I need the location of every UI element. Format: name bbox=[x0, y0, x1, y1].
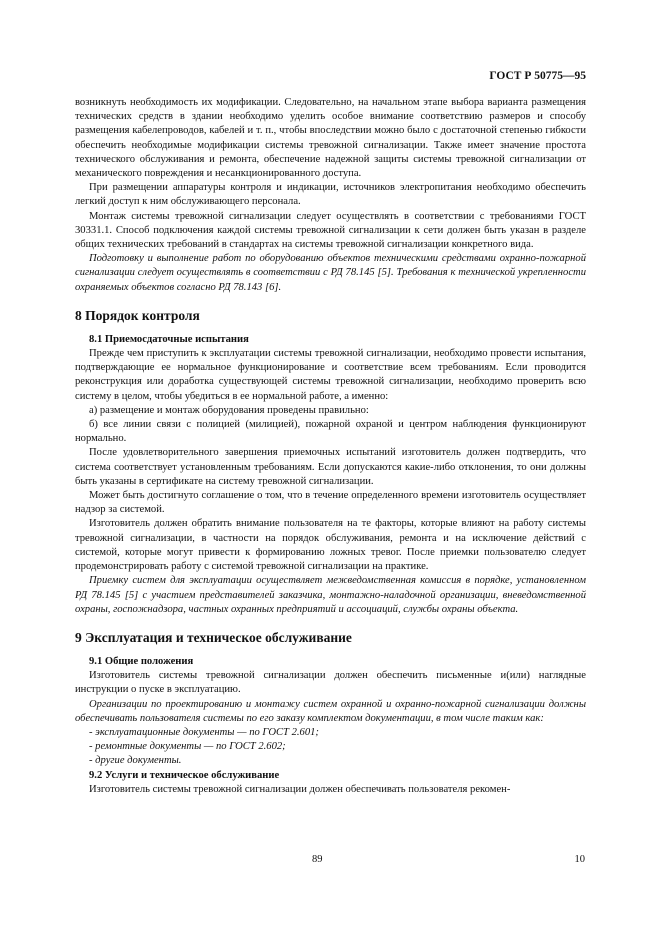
document-body bbox=[75, 96, 586, 797]
section-heading-8: 8 Порядок контроля bbox=[75, 307, 200, 323]
list-item: - эксплуатационные документы — по ГОСТ 2.601; bbox=[89, 726, 319, 738]
body-paragraph: При размещении аппаратуры контроля и индикации, источников электропитания необходимо обеспечить легкий доступ к ним обслуживающего персонала. bbox=[75, 182, 586, 208]
page-number: 89 bbox=[312, 854, 323, 865]
list-item: а) размещение и монтаж оборудования проведены правильно: bbox=[89, 404, 369, 416]
italic-note: Приемку систем для эксплуатации осуществляет межведомственная комиссия в порядке, установленном РД 78.145 [5] с участием представителей заказчика, монтажно-наладочной организации, вневедомственной охраны, госпожнадзора, частных охранных предприятий и ассоциаций, службы охраны объекта. bbox=[75, 575, 586, 615]
list-item: б) все линии связи с полицией (милицией), пожарной охраной и центром наблюдения функционируют нормально. bbox=[75, 419, 586, 445]
body-paragraph: Может быть достигнуто соглашение о том, что в течение определенного времени изготовитель осуществляет надзор за системой. bbox=[75, 490, 586, 516]
body-paragraph: Прежде чем приступить к эксплуатации системы тревожной сигнализации, необходимо провести испытания, подтверждающие ее нормальное функционирование и соответствие всем требованиям. Если проводится реконструкция или доработка существующей системы тревожной сигнализации, необходимо проверить всю систему в целом, чтобы убедиться в ее нормальной работе, а именно: bbox=[75, 348, 586, 402]
subsection-heading-9-1: 9.1 Общие положения bbox=[89, 655, 194, 667]
italic-note: Организации по проектированию и монтажу систем охранной и охранно-пожарной сигнализации должны обеспечивать пользователя системы по его заказу комплектом документации, в том числе таким как: bbox=[75, 698, 586, 724]
sheet-number: 10 bbox=[574, 854, 585, 865]
body-paragraph: возникнуть необходимость их модификации. Следовательно, на начальном этапе выбора варианта размещения технических средств в здании необходимо уделить особое внимание соответствию размеров и способу размещения кабелепроводов, кабелей и т. п., чтобы впоследствии можно было с достаточной степенью гибкости обеспечить необходимые модификации системы тревожной сигнализации. Также имеет значение простота технического обслуживания и ремонта, обеспечение надежной защиты системы тревожной сигнализации от механического повреждения и несанкционированного доступа. bbox=[75, 97, 586, 180]
document-code: ГОСТ Р 50775—95 bbox=[489, 70, 586, 82]
subsection-heading-9-2: 9.2 Услуги и техническое обслуживание bbox=[89, 769, 280, 781]
body-paragraph: Изготовитель системы тревожной сигнализации должен обеспечить письменные и(или) наглядные инструкции о пуске в эксплуатацию. bbox=[75, 670, 586, 696]
body-paragraph: Изготовитель системы тревожной сигнализации должен обеспечивать пользователя рекомен- bbox=[89, 783, 511, 795]
body-paragraph: Монтаж системы тревожной сигнализации следует осуществлять в соответствии с требованиями ГОСТ 30331.1. Способ подключения каждой системы тревожной сигнализации к сети должен быть указан в разделе общих технических требований в стандартах на системы тревожной сигнализации конкретного вида. bbox=[75, 210, 586, 251]
italic-note: Подготовку и выполнение работ по оборудованию объектов техническими средствами охранно-пожарной сигнализации следует осуществлять в соответствии с РД 78.145 [5]. Требования к технической укрепленности охраняемых объектов согласно РД 78.143 [6]. bbox=[75, 253, 586, 293]
list-item: - ремонтные документы — по ГОСТ 2.602; bbox=[89, 741, 286, 753]
section-heading-9: 9 Эксплуатация и техническое обслуживание bbox=[75, 629, 352, 645]
subsection-heading-8-1: 8.1 Приемосдаточные испытания bbox=[89, 333, 249, 345]
body-paragraph: Изготовитель должен обратить внимание пользователя на те факторы, которые влияют на работу системы тревожной сигнализации, в частности на порядок обслуживания, ремонта и на исключение действий с системой, которые могут привести к формированию ложных тревог. После приемки пользователю следует продемонстрировать работу с системой тревожной сигнализации на практике. bbox=[75, 518, 586, 573]
body-paragraph: После удовлетворительного завершения приемочных испытаний изготовитель должен подтвердить, что система соответствует установленным требованиям. Если допускаются какие-либо отклонения, то они должны быть указаны в сертификате на систему тревожной сигнализации. bbox=[75, 447, 586, 487]
list-item: - другие документы. bbox=[89, 755, 182, 767]
